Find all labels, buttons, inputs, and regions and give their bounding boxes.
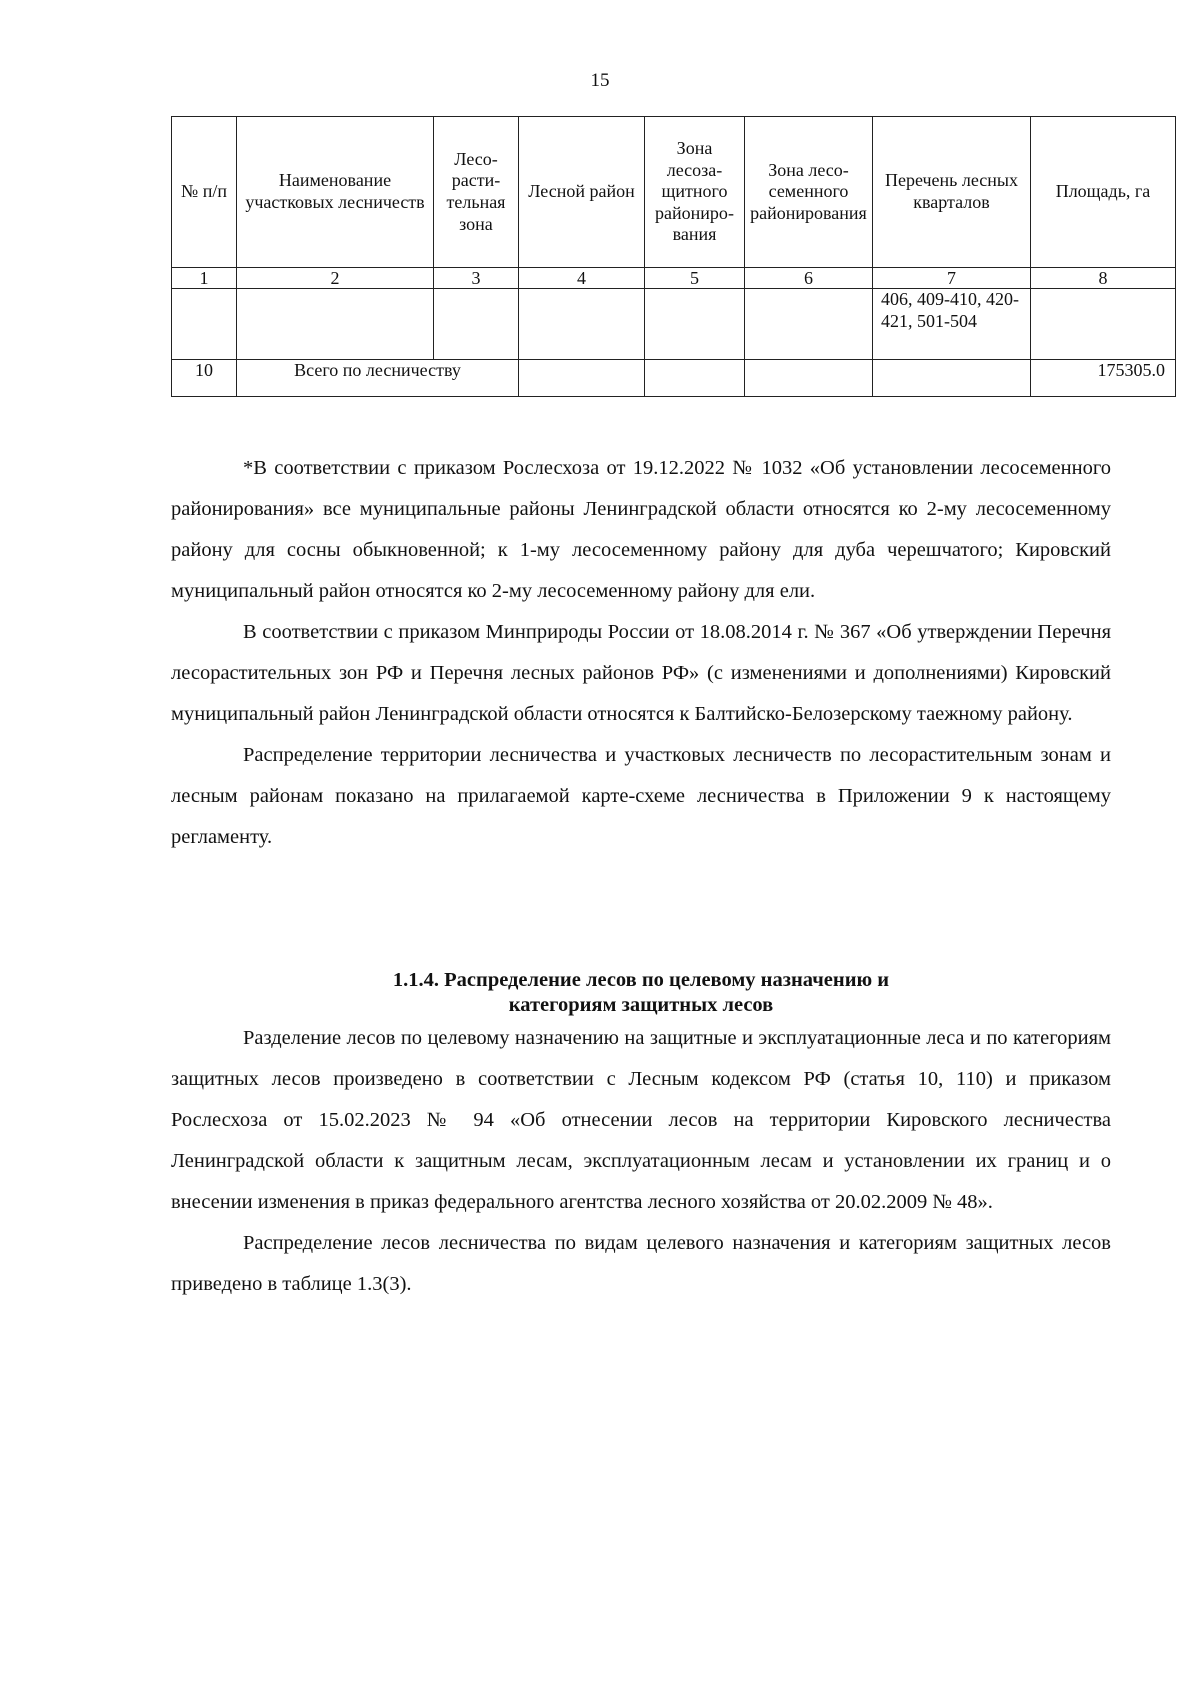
table-row <box>172 289 1176 360</box>
total-number: 10 <box>172 360 237 397</box>
column-number: 6 <box>745 268 873 289</box>
page-number: 15 <box>590 70 610 91</box>
section-1-1-4 <box>171 968 1111 1305</box>
total-label: Всего по лесничеству <box>237 360 519 397</box>
table-cell <box>1031 289 1176 360</box>
column-number: 5 <box>645 268 745 289</box>
column-number-row <box>172 268 1176 289</box>
table-cell <box>645 289 745 360</box>
header-protection-zone: Зона лесозащитного районирования <box>645 117 745 268</box>
table-cell <box>873 360 1031 397</box>
header-quarters: Перечень лесных кварталов <box>873 117 1031 268</box>
table-cell <box>745 360 873 397</box>
header-seed-zone: Зона лесосеменного районирования <box>745 117 873 268</box>
total-row <box>172 360 1176 397</box>
body-text-upper <box>171 448 1111 858</box>
header-number: № п/п <box>172 117 237 268</box>
table-cell <box>434 289 519 360</box>
table-cell <box>519 289 645 360</box>
total-area: 175305.0 <box>1031 360 1176 397</box>
table-cell <box>172 289 237 360</box>
section-heading-line-1: 1.1.4. Распределение лесов по целевому назначению и <box>392 969 890 991</box>
order-367-paragraph: В соответствии с приказом Минприроды России от 18.08.2014 г. № 367 «Об утверждении Перечня лесорастительных зон РФ и Перечня лесных районов РФ» (с изменениями и дополнениями) Кировский муниципальный район Ленинградской области относятся к Балтийско-Белозерскому таежному району. <box>171 621 1111 725</box>
table-cell <box>519 360 645 397</box>
forestry-table <box>171 116 1176 397</box>
column-number: 3 <box>434 268 519 289</box>
column-number: 8 <box>1031 268 1176 289</box>
table-cell <box>645 360 745 397</box>
column-number: 1 <box>172 268 237 289</box>
table-cell <box>237 289 434 360</box>
quarters-cell: 406, 409-410, 420-421, 501-504 <box>873 289 1031 360</box>
footnote-paragraph: *В соответствии с приказом Рослесхоза от 19.12.2022 № 1032 «Об установлении лесосеменного районирования» все муниципальные районы Ленинградской области относятся ко 2-му лесосеменному району для сосны обыкновенной; к 1-му лесосеменному району для дуба черешчатого; Кировский муниципальный район относятся ко 2-му лесосеменному району для ели. <box>171 457 1111 602</box>
column-number: 7 <box>873 268 1031 289</box>
division-paragraph: Разделение лесов по целевому назначению на защитные и эксплуатационные леса и по категориям защитных лесов произведено в соответствии с Лесным кодексом РФ (статья 10, 110) и приказом Рослесхоза от 15.02.2023 № 94 «Об отнесении лесов на территории Кировского лесничества Ленинградской области к защитным лесам, эксплуатационным лесам и установлении их границ и о внесении изменения в приказ федерального агентства лесного хозяйства от 20.02.2009 № 48». <box>171 1027 1111 1213</box>
section-heading-line-2: категориям защитных лесов <box>508 994 774 1016</box>
distribution-map-paragraph: Распределение территории лесничества и участковых лесничеств по лесорастительным зонам и лесным районам показано на прилагаемой карте-схеме лесничества в Приложении 9 к настоящему регламенту. <box>171 744 1111 848</box>
header-forest-region: Лесной район <box>519 117 645 268</box>
table-reference-paragraph: Распределение лесов лесничества по видам целевого назначения и категориям защитных лесов приведено в таблице 1.3(3). <box>171 1232 1111 1295</box>
header-district-name: Наименование участковых лесничеств <box>237 117 434 268</box>
header-area: Площадь, га <box>1031 117 1176 268</box>
header-vegetation-zone: Лесорастительная зона <box>434 117 519 268</box>
column-number: 4 <box>519 268 645 289</box>
table-header-row <box>172 117 1176 268</box>
table-cell <box>745 289 873 360</box>
column-number: 2 <box>237 268 434 289</box>
